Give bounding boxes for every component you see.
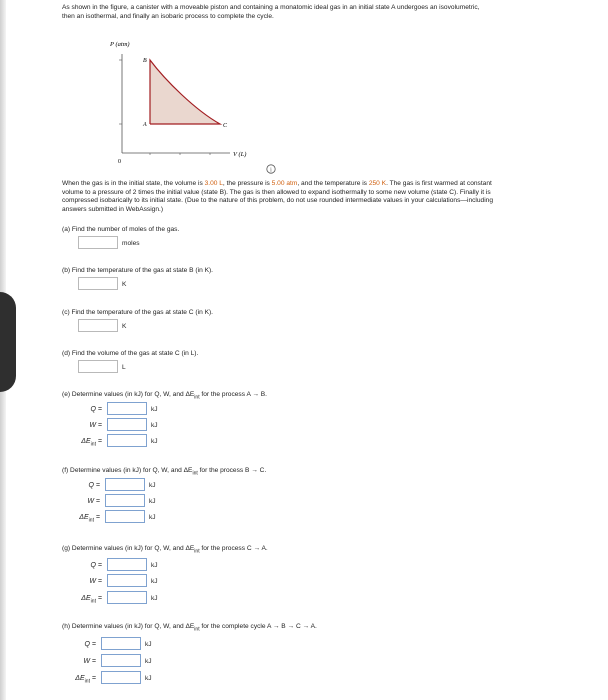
temperature-b-input[interactable]: [78, 277, 118, 290]
delta-e-label: $\Delta E_{int}$ =: [79, 514, 100, 524]
svg-text:i: i: [270, 167, 272, 174]
part-d-question: (d) Find the volume of the gas at state C (in L).: [62, 350, 199, 357]
f-w-unit: kJ: [149, 498, 156, 505]
g-w-input[interactable]: [107, 574, 147, 587]
e-q-input[interactable]: [107, 402, 147, 415]
part-g-question: (g) Determine values (in kJ) for Q, W, and $\Delta E_{int}$ for the process C → A.: [62, 545, 268, 555]
cycle-region: [150, 60, 220, 124]
temperature-b-unit: K: [122, 281, 127, 288]
e-delta-e-input[interactable]: [107, 434, 147, 447]
w-label: W =: [89, 578, 102, 585]
w-label: W =: [89, 422, 102, 429]
initial-temperature: 250 K: [368, 180, 387, 187]
g-q-unit: kJ: [151, 562, 158, 569]
part-e-question: (e) Determine values (in kJ) for Q, W, and $\Delta E_{int}$ for the process A → B.: [62, 391, 268, 401]
f-delta-e-input[interactable]: [105, 510, 145, 523]
temperature-c-input[interactable]: [78, 319, 118, 332]
e-delta-e-unit: kJ: [151, 438, 158, 445]
info-icon[interactable]: [266, 164, 276, 174]
point-c-label: C: [223, 123, 228, 129]
e-q-unit: kJ: [151, 406, 158, 413]
f-q-input[interactable]: [105, 478, 145, 491]
pv-diagram: [100, 40, 260, 165]
h-q-unit: kJ: [145, 641, 152, 648]
q-label: Q =: [88, 482, 100, 489]
y-axis-label: P (atm): [110, 41, 130, 48]
origin-label: 0: [118, 159, 121, 165]
point-a-label: A: [143, 122, 147, 128]
f-q-unit: kJ: [149, 482, 156, 489]
h-q-input[interactable]: [101, 637, 141, 650]
part-a-question: (a) Find the number of moles of the gas.: [62, 226, 180, 233]
moles-input[interactable]: [78, 236, 118, 249]
g-delta-e-unit: kJ: [151, 595, 158, 602]
q-label: Q =: [84, 641, 96, 648]
part-b-question: (b) Find the temperature of the gas at state B (in K).: [62, 267, 213, 274]
delta-e-label: $\Delta E_{int}$ =: [75, 675, 96, 685]
w-label: W =: [83, 658, 96, 665]
h-delta-e-input[interactable]: [101, 671, 141, 684]
x-axis-label: V (L): [233, 151, 247, 158]
volume-c-input[interactable]: [78, 360, 118, 373]
e-w-unit: kJ: [151, 422, 158, 429]
temperature-c-unit: K: [122, 323, 127, 330]
initial-volume: 3.00 L: [204, 180, 223, 187]
w-label: W =: [87, 498, 100, 505]
q-label: Q =: [90, 562, 102, 569]
e-w-input[interactable]: [107, 418, 147, 431]
previous-page-tab[interactable]: [0, 292, 16, 392]
part-f-question: (f) Determine values (in kJ) for Q, W, and $\Delta E_{int}$ for the process B → C.: [62, 467, 267, 477]
problem-statement: When the gas is in the initial state, the volume is 3.00 L, the pressure is 5.00 atm, and the temperature is 250 K. The gas is first warmed at constant volume to a pressure of 2 times the initial value (state B). The gas is then allowed to expand isothermally to some new volume (state C). Finally it is compressed isobarically to its initial state. (Due to the nature of this problem, do not use rounded intermediate values in your calculations—including answers submitted in WebAssign.): [62, 180, 494, 213]
h-w-input[interactable]: [101, 654, 141, 667]
f-delta-e-unit: kJ: [149, 514, 156, 521]
g-delta-e-input[interactable]: [107, 591, 147, 604]
moles-unit: moles: [122, 240, 140, 247]
g-w-unit: kJ: [151, 578, 158, 585]
part-c-question: (c) Find the temperature of the gas at state C (in K).: [62, 309, 213, 316]
q-label: Q =: [90, 406, 102, 413]
h-delta-e-unit: kJ: [145, 675, 152, 682]
part-h-question: (h) Determine values (in kJ) for Q, W, and $\Delta E_{int}$ for the complete cycle A → B → C → A.: [62, 623, 317, 633]
volume-c-unit: L: [122, 364, 126, 371]
initial-pressure: 5.00 atm: [271, 180, 298, 187]
f-w-input[interactable]: [105, 494, 145, 507]
delta-e-label: $\Delta E_{int}$ =: [81, 595, 102, 605]
h-w-unit: kJ: [145, 658, 152, 665]
problem-intro: As shown in the figure, a canister with a moveable piston and containing a monatomic ideal gas in an initial state A undergoes an isovolumetric, then an isothermal, and finally an isobaric process to complete the cycle.: [62, 4, 480, 20]
point-b-label: B: [143, 58, 147, 64]
delta-e-label: $\Delta E_{int}$ =: [81, 438, 102, 448]
g-q-input[interactable]: [107, 558, 147, 571]
